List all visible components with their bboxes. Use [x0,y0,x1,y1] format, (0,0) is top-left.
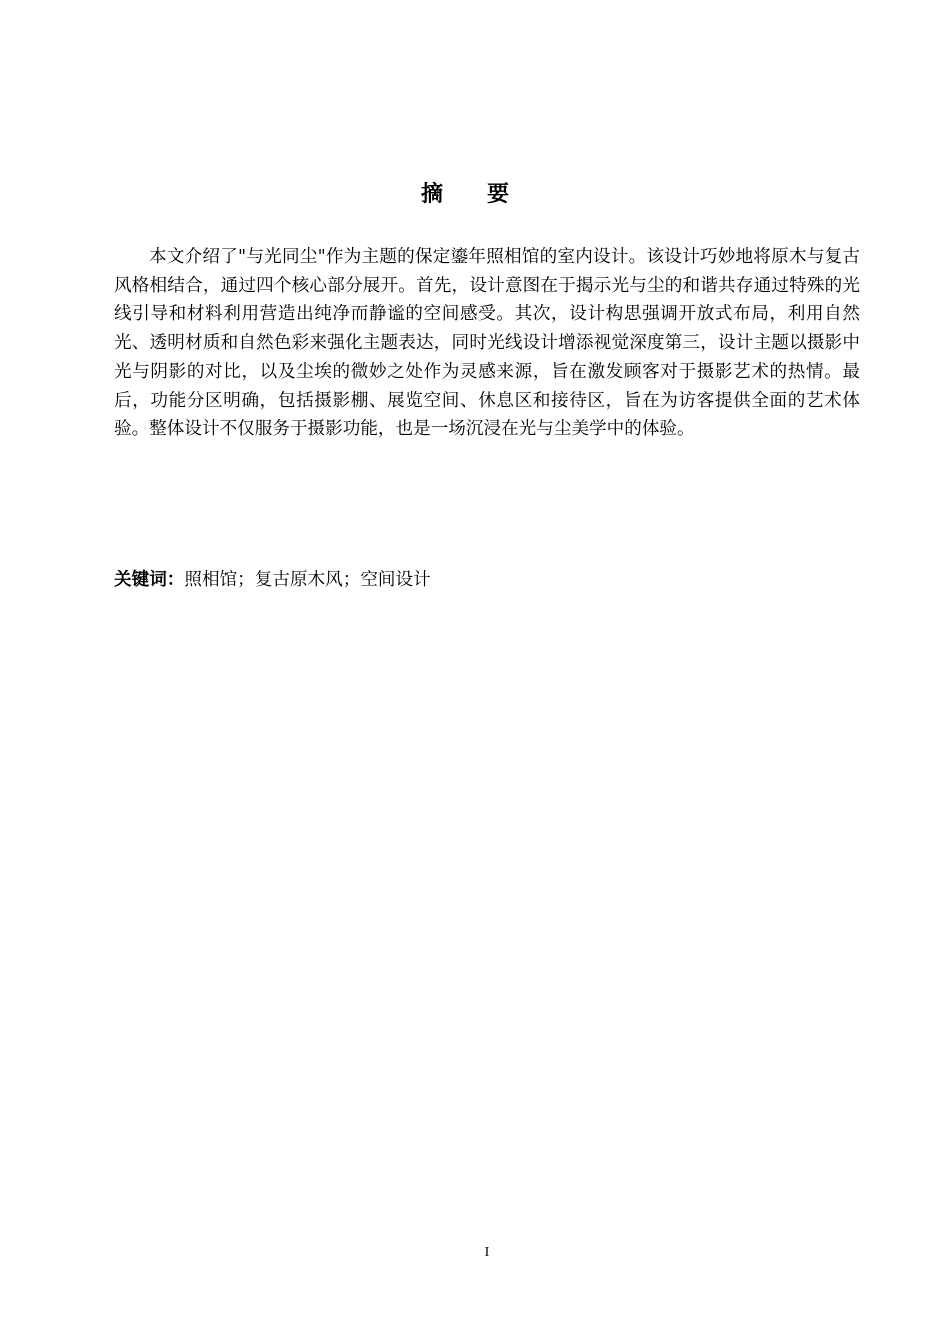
keywords-label: 关键词： [114,570,185,590]
abstract-body: 本文介绍了"与光同尘"作为主题的保定鎏年照相馆的室内设计。该设计巧妙地将原木与复古风格相结合，通过四个核心部分展开。首先，设计意图在于揭示光与尘的和谐共存通过特殊的光线引导和材料利用营造出纯净而静谧的空间感受。其次，设计构思强调开放式布局，利用自然光、透明材质和自然色彩来强化主题表达，同时光线设计增添视觉深度第三，设计主题以摄影中光与阴影的对比，以及尘埃的微妙之处作为灵感来源，旨在激发顾客对于摄影艺术的热情。最后，功能分区明确，包括摄影棚、展览空间、休息区和接待区，旨在为访客提供全面的艺术体验。整体设计不仅服务于摄影功能，也是一场沉浸在光与尘美学中的体验。 [114,247,860,440]
page-number: I [484,1245,490,1260]
keywords-line [114,566,431,594]
keywords-value: 照相馆；复古原木风；空间设计 [184,570,431,590]
abstract-title: 摘要 [420,182,553,207]
